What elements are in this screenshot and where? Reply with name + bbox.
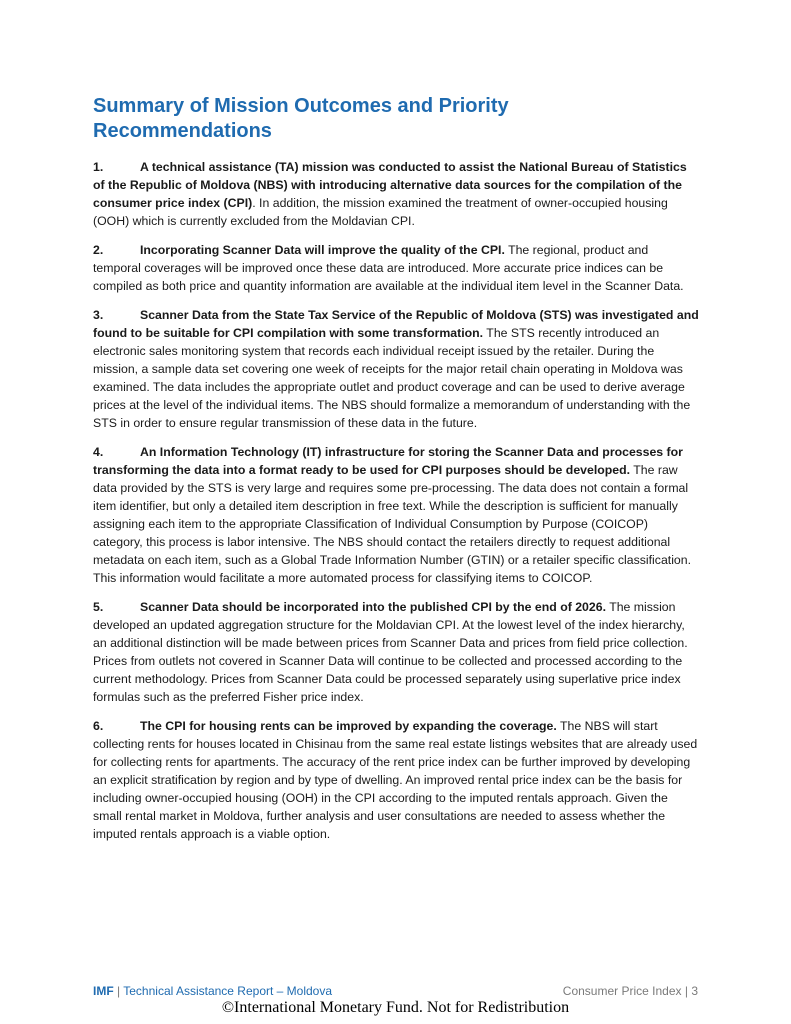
page-footer	[93, 983, 698, 999]
paragraph-lead: A technical assistance (TA) mission was conducted to assist the National Bureau of Statistics of the Republic of Moldova (NBS) with introducing alternative data sources for the compilation of the consumer price index (CPI)	[93, 160, 687, 210]
paragraph-number: 5.	[93, 600, 104, 614]
paragraph-body: The NBS will start collecting rents for houses located in Chisinau from the same real estate listings websites that are already used for collecting rents for apartments. The accuracy of the rent price index can be further improved by developing an explicit stratification by region and by type of dwelling. An improved rental price index can be the basis for including owner-occupied housing (OOH) in the CPI according to the imputed rentals approach. Given the small rental market in Moldova, further analysis and user consultations are needed to assess whether the imputed rentals approach is a viable option.	[93, 719, 698, 841]
paragraph-number: 2.	[93, 243, 104, 257]
paragraph-number: 3.	[93, 308, 104, 322]
paragraph-body: The raw data provided by the STS is very large and requires some pre-processing. The data does not contain a formal item identifier, but only a detailed item description in free text. While the description is sufficient for manually assigning each item to the appropriate Classification of Individual Consumption by Purpose (COICOP) category, this process is labor intensive. The NBS should contact the retailers directly to request additional metadata on each item, such as a Global Trade Information Number (GTIN) or a retailer specific classification. This information would facilitate a more automated process for classifying items to COICOP.	[93, 463, 692, 585]
document-body	[93, 158, 699, 854]
paragraph-number: 6.	[93, 719, 104, 733]
paragraph-lead: Scanner Data from the State Tax Service of the Republic of Moldova (STS) was investigated and found to be suitable for CPI compilation with some transformation.	[93, 308, 699, 340]
paragraph-body: . In addition, the mission examined the treatment of owner-occupied housing (OOH) which is currently excluded from the Moldavian CPI.	[93, 196, 668, 228]
paragraph-lead: The CPI for housing rents can be improved by expanding the coverage.	[140, 719, 557, 733]
footer-separator: |	[113, 984, 124, 998]
footer-page-label	[563, 983, 698, 999]
page-title: Summary of Mission Outcomes and Priority Recommendations	[93, 95, 509, 142]
paragraph-1	[93, 158, 699, 230]
paragraph-lead: Incorporating Scanner Data will improve the quality of the CPI.	[140, 243, 505, 257]
paragraph-6	[93, 717, 699, 843]
paragraph-number: 4.	[93, 445, 104, 459]
paragraph-lead: Scanner Data should be incorporated into the published CPI by the end of 2026.	[140, 600, 606, 614]
page-number: 3	[691, 984, 698, 998]
paragraph-number: 1.	[93, 160, 104, 174]
footer-section: Consumer Price Index	[562, 984, 682, 998]
paragraph-2	[93, 241, 699, 295]
paragraph-4	[93, 443, 699, 587]
footer-page-separator: |	[681, 984, 692, 998]
footer-org: IMF	[93, 984, 114, 998]
footer-report-label	[93, 983, 332, 999]
paragraph-body: The mission developed an updated aggregation structure for the Moldavian CPI. At the lowest level of the index hierarchy, an additional distinction will be made between prices from Scanner Data and prices from field price collection. Prices from outlets not covered in Scanner Data will continue to be collected and processed according to the current methodology. Prices from Scanner Data could be processed separately using superlative price index formulas such as the preferred Fisher price index.	[93, 600, 688, 704]
copyright-notice: ©International Monetary Fund. Not for Redistribution	[221, 999, 570, 1016]
footer-report-title: Technical Assistance Report – Moldova	[123, 984, 333, 998]
paragraph-lead: An Information Technology (IT) infrastructure for storing the Scanner Data and processes for transforming the data into a format ready to be used for CPI purposes should be developed.	[93, 445, 683, 477]
paragraph-3	[93, 306, 699, 432]
paragraph-body: The STS recently introduced an electronic sales monitoring system that records each individual receipt issued by the retailer. During the mission, a sample data set covering one week of receipts for the major retail chain operating in Moldova was examined. The data includes the appropriate outlet and product coverage and can be used to derive average prices at the level of the individual items. The NBS should formalize a memorandum of understanding with the STS in order to ensure regular transmission of these data in the future.	[93, 326, 691, 430]
paragraph-body: The regional, product and temporal coverages will be improved once these data are introduced. More accurate price indices can be compiled as both price and quantity information are available at the individual item level in the Scanner Data.	[93, 243, 684, 293]
paragraph-5	[93, 598, 699, 706]
